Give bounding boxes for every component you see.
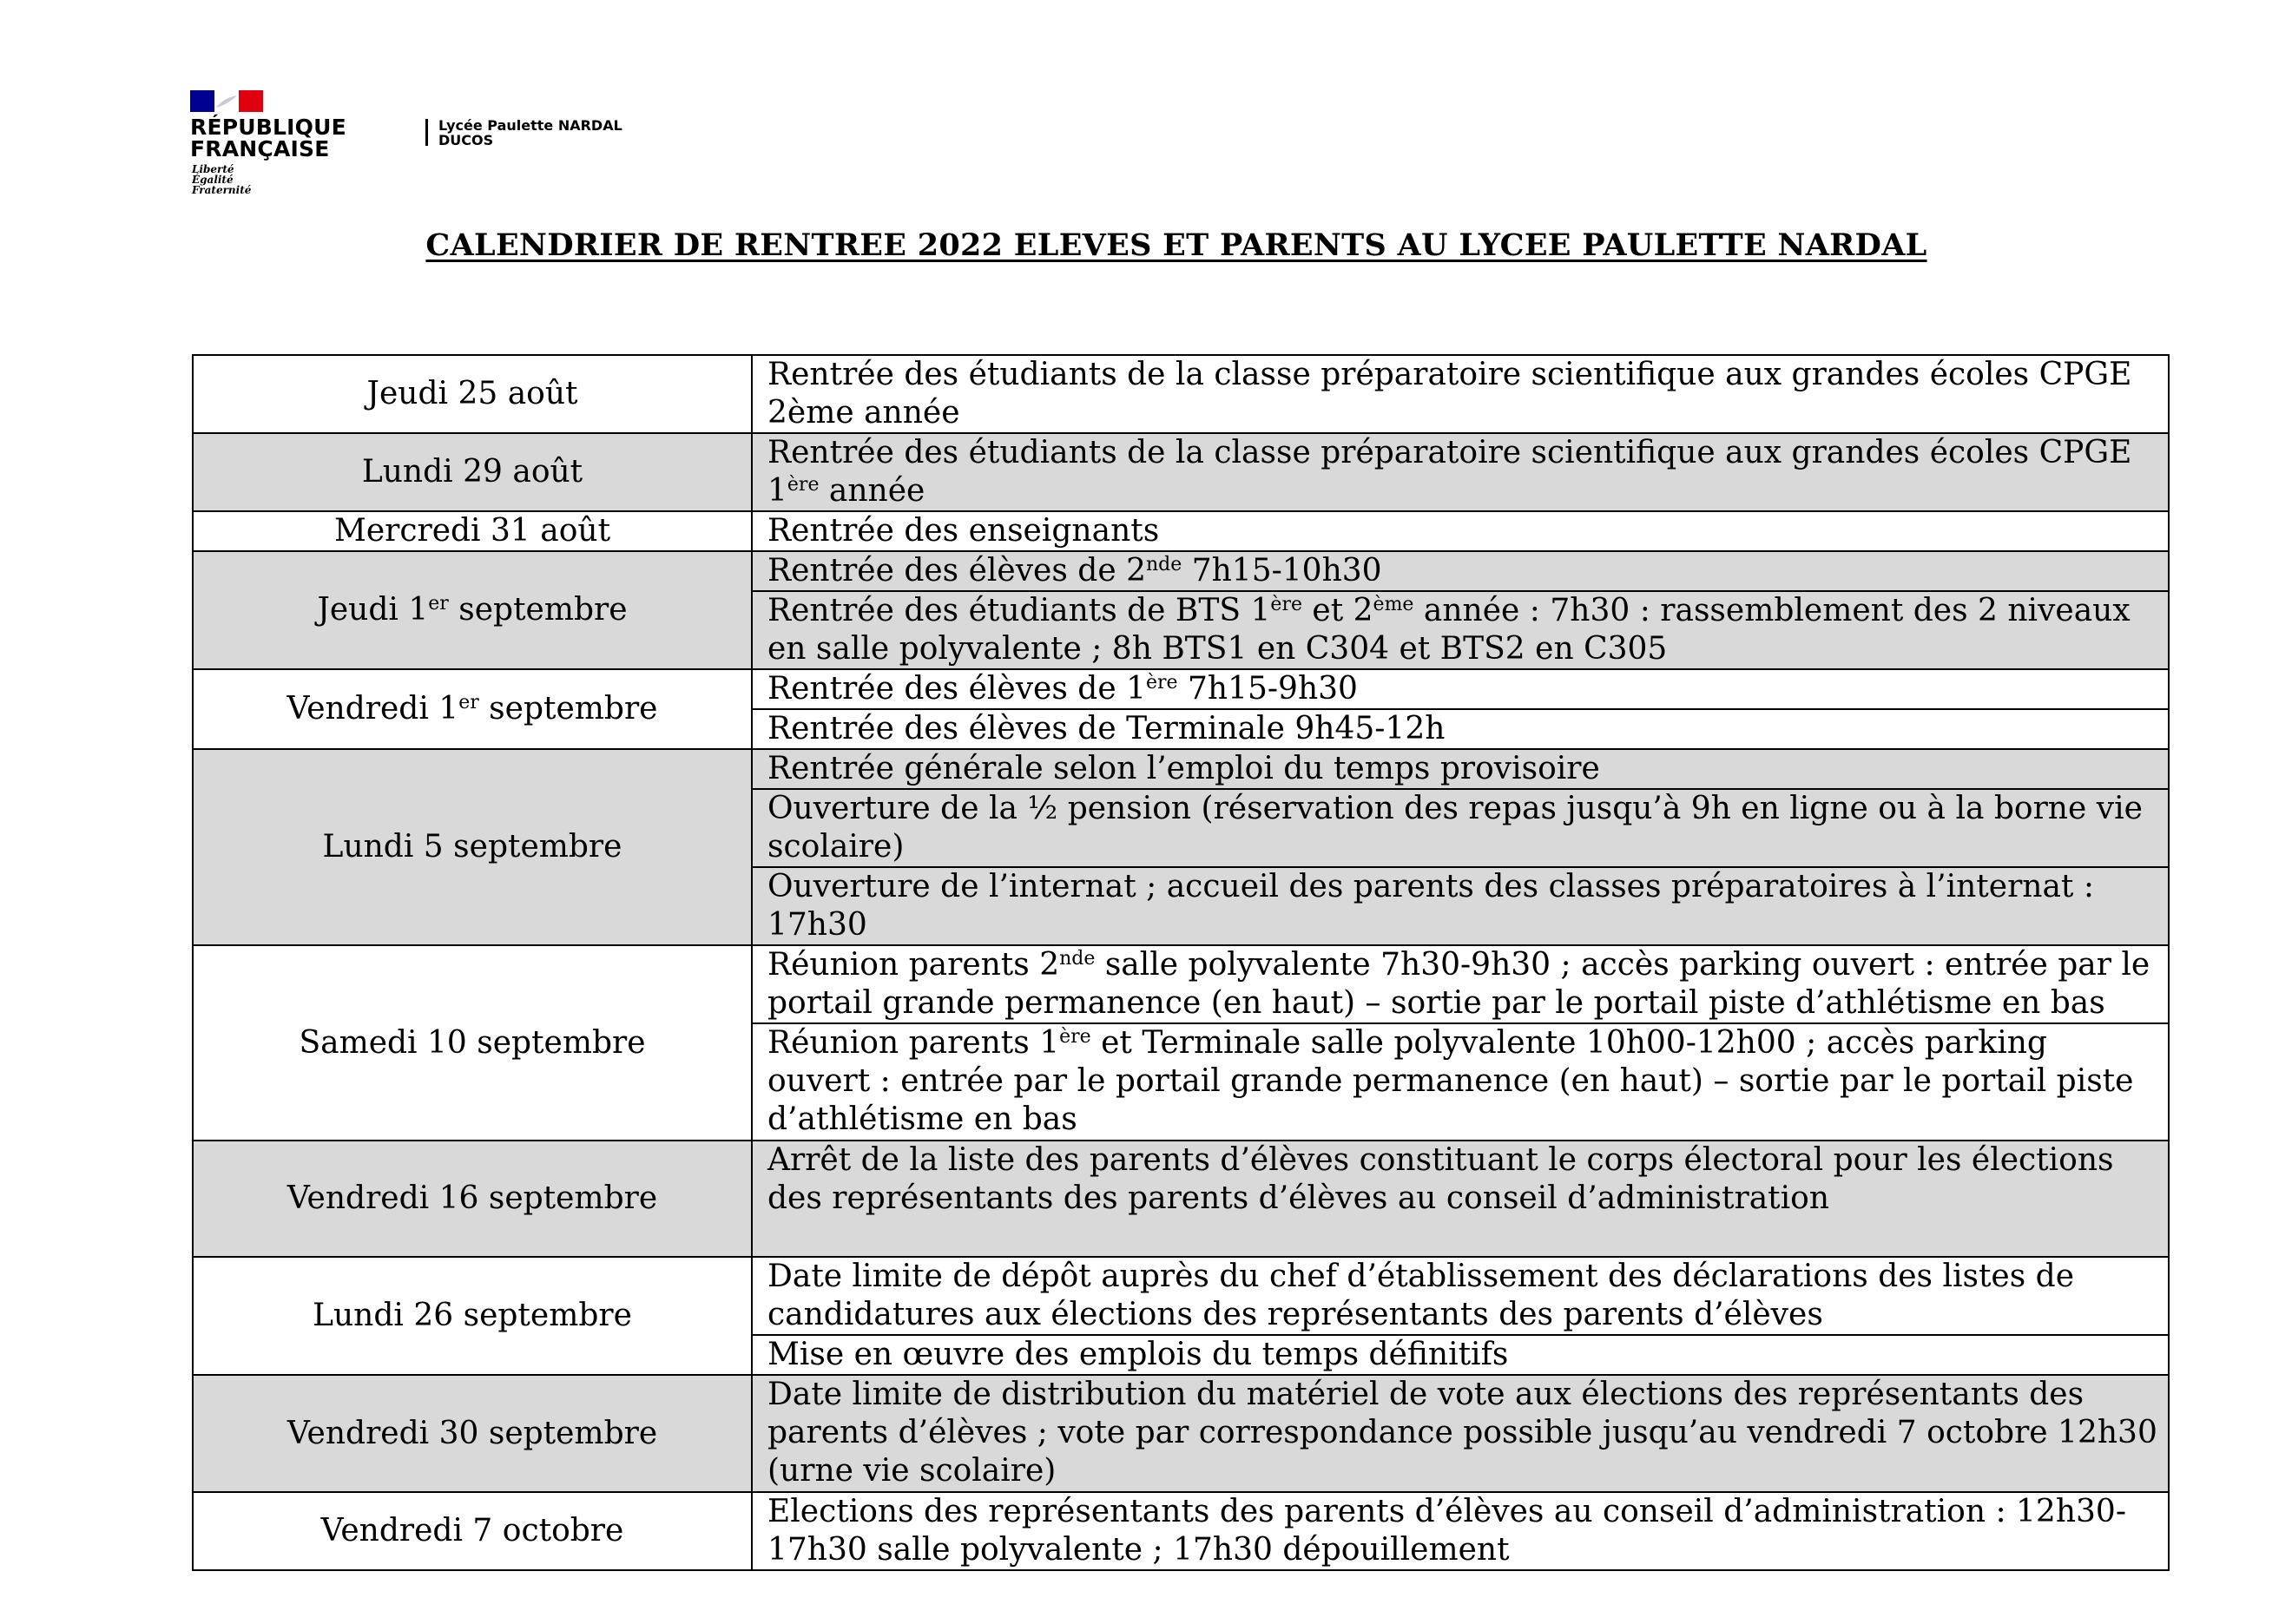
text-segment: année (819, 473, 925, 509)
event-cell (752, 669, 2169, 709)
event-cell (752, 591, 2169, 669)
date-cell (193, 669, 752, 749)
school-name: Lycée Paulette NARDAL (438, 117, 622, 134)
date-cell: Samedi 10 septembre (193, 945, 752, 1141)
date-cell: Jeudi 25 août (193, 355, 752, 433)
table-row (193, 1375, 2169, 1492)
republic-line-1: RÉPUBLIQUE (190, 115, 346, 140)
text-segment: et Terminale salle polyvalente 10h00-12h00 ; accès parking ouvert : entrée par le portail grande permanence (en haut) – sortie par le portail piste d’athlétisme en bas (767, 1025, 2134, 1137)
event-cell: Date limite de distribution du matériel de vote aux élections des représentants des parents d’élèves ; vote par correspondance possible jusqu’au vendredi 7 octobre 12h30 (urne vie scolaire) (752, 1375, 2169, 1492)
superscript: er (428, 593, 449, 615)
table-row (193, 433, 2169, 511)
date-cell: Vendredi 7 octobre (193, 1492, 752, 1570)
text-segment: 7h15-10h30 (1182, 553, 1382, 588)
superscript: ème (1373, 594, 1414, 615)
school-city: DUCOS (438, 132, 494, 148)
table-row (193, 511, 2169, 551)
event-cell (752, 433, 2169, 511)
table-row (193, 749, 2169, 789)
date-cell: Vendredi 30 septembre (193, 1375, 752, 1492)
superscript: er (458, 692, 479, 713)
document-title: CALENDRIER DE RENTREE 2022 ELEVES ET PARENTS AU LYCEE PAULETTE NARDAL (425, 227, 1927, 263)
event-cell: Ouverture de l’internat ; accueil des parents des classes préparatoires à l’internat : 17h30 (752, 867, 2169, 945)
republique-francaise-wordmark (190, 116, 346, 160)
calendar-table (192, 354, 2170, 1571)
text-segment: Jeudi 1 (317, 592, 429, 628)
text-segment: Réunion parents 1 (767, 1025, 1060, 1061)
text-segment: Réunion parents 2 (767, 947, 1060, 983)
superscript: ère (1270, 594, 1302, 615)
table-row (193, 355, 2169, 433)
french-flag-icon (190, 90, 263, 112)
event-cell: Arrêt de la liste des parents d’élèves constituant le corps électoral pour les élections des représentants des parents d’élèves au conseil d’administration (752, 1141, 2169, 1257)
text-segment: Vendredi 1 (286, 691, 459, 727)
table-row (193, 945, 2169, 1023)
motto-egalite: Égalité (192, 174, 234, 186)
superscript: ère (1145, 672, 1178, 694)
table-row (193, 1492, 2169, 1570)
event-cell: Ouverture de la ½ pension (réservation des repas jusqu’à 9h en ligne ou à la borne vie scolaire) (752, 789, 2169, 867)
text-segment: septembre (448, 592, 628, 628)
school-identity (438, 118, 622, 148)
text-segment: Rentrée des élèves de 1 (767, 671, 1146, 707)
text-segment: Rentrée des étudiants de BTS 1 (767, 593, 1271, 628)
text-segment: et 2 (1301, 593, 1373, 628)
text-segment: septembre (478, 691, 658, 727)
date-cell: Lundi 29 août (193, 433, 752, 511)
date-cell: Vendredi 16 septembre (193, 1141, 752, 1257)
date-cell: Lundi 26 septembre (193, 1257, 752, 1375)
republic-line-2: FRANÇAISE (190, 136, 330, 161)
superscript: ère (787, 474, 820, 496)
motto (192, 164, 251, 195)
calendar-table-body (193, 355, 2169, 1570)
header-separator (425, 119, 428, 146)
event-cell (752, 945, 2169, 1023)
motto-fraternite: Fraternité (192, 184, 252, 196)
table-row (193, 1141, 2169, 1257)
superscript: ère (1059, 1026, 1091, 1048)
table-row (193, 551, 2169, 591)
motto-liberte: Liberté (192, 163, 234, 175)
event-cell: Elections des représentants des parents d’élèves au conseil d’administration : 12h30-17h30 salle polyvalente ; 17h30 dépouillement (752, 1492, 2169, 1570)
text-segment: 7h15-9h30 (1177, 671, 1358, 707)
date-cell (193, 551, 752, 669)
date-cell: Mercredi 31 août (193, 511, 752, 551)
event-cell: Mise en œuvre des emplois du temps définitifs (752, 1335, 2169, 1375)
superscript: nde (1059, 948, 1096, 970)
event-cell: Rentrée générale selon l’emploi du temps provisoire (752, 749, 2169, 789)
superscript: nde (1145, 554, 1182, 575)
text-segment: Rentrée des étudiants de la classe préparatoire scientifique aux grandes écoles CPGE 1 (767, 435, 2132, 509)
event-cell (752, 551, 2169, 591)
table-row (193, 669, 2169, 709)
event-cell (752, 1023, 2169, 1141)
event-cell: Rentrée des étudiants de la classe préparatoire scientifique aux grandes écoles CPGE 2ème année (752, 355, 2169, 433)
text-segment: année : 7h30 : rassemblement des 2 niveaux en salle polyvalente ; 8h BTS1 en C304 et BTS2 en C305 (767, 593, 2131, 667)
text-segment: Rentrée des élèves de 2 (767, 553, 1146, 588)
text-segment: salle polyvalente 7h30-9h30 ; accès parking ouvert : entrée par le portail grande permanence (en haut) – sortie par le portail piste d’athlétisme en bas (767, 947, 2150, 1021)
event-cell: Rentrée des enseignants (752, 511, 2169, 551)
event-cell: Date limite de dépôt auprès du chef d’établissement des déclarations des listes de candidatures aux élections des représentants des parents d’élèves (752, 1257, 2169, 1335)
table-row (193, 1257, 2169, 1335)
date-cell: Lundi 5 septembre (193, 749, 752, 945)
event-cell: Rentrée des élèves de Terminale 9h45-12h (752, 709, 2169, 749)
